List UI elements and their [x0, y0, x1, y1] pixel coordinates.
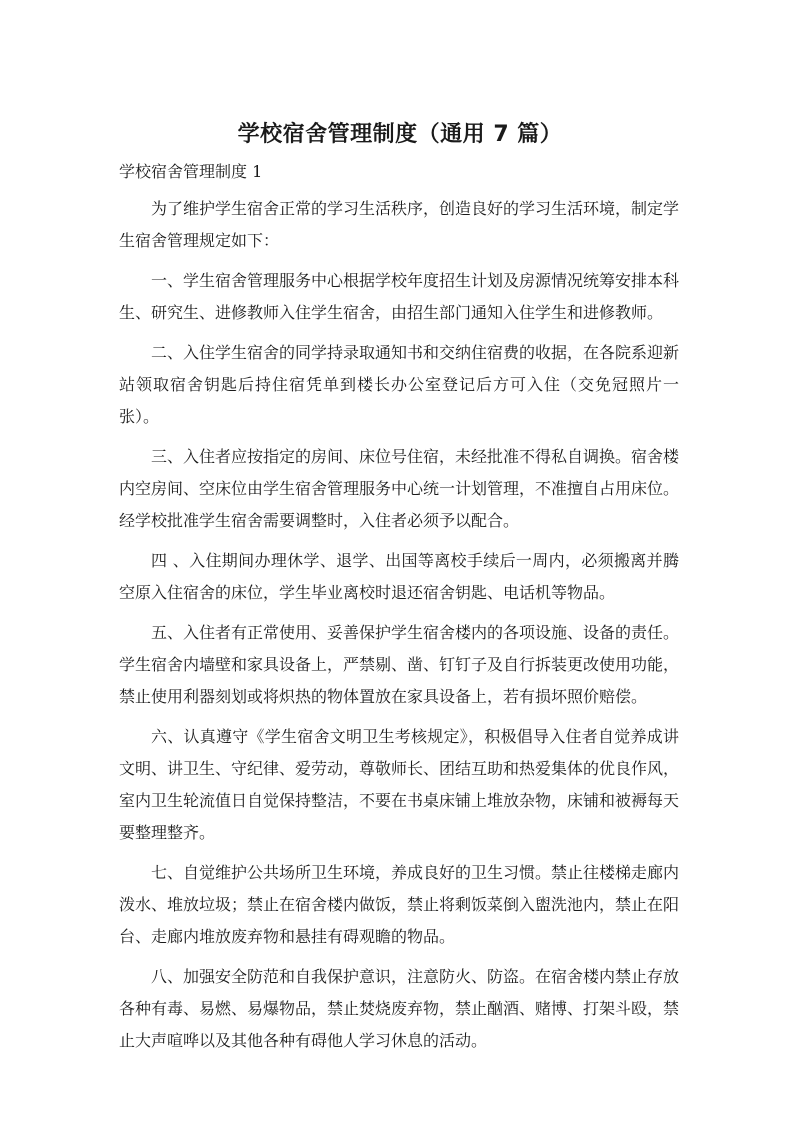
paragraph-rule-6: 六、认真遵守《学生宿舍文明卫生考核规定》，积极倡导入住者自觉养成讲文明、讲卫生、守纪律、爱劳动，尊敬师长、团结互助和热爱集体的优良作风，室内卫生轮流值日自觉保持整洁，不要在书桌床铺上堆放杂物，床铺和被褥每天要整理整齐。 [119, 727, 680, 842]
document-body [119, 193, 679, 1065]
paragraph-intro: 为了维护学生宿舍正常的学习生活秩序，创造良好的学习生活环境，制定学生宿舍管理规定如下： [119, 199, 680, 250]
document-title: 学校宿舍管理制度（通用 7 篇） [237, 122, 563, 147]
paragraph-rule-1: 一、学生宿舍管理服务中心根据学校年度招生计划及房源情况统筹安排本科生、研究生、进修教师入住学生宿舍，由招生部门通知入住学生和进修教师。 [119, 271, 680, 322]
paragraph-rule-2: 二、入住学生宿舍的同学持录取通知书和交纳住宿费的收据，在各院系迎新站领取宿舍钥匙后持住宿凭单到楼长办公室登记后方可入住（交免冠照片一张）。 [119, 343, 680, 426]
paragraph-rule-8: 八、加强安全防范和自我保护意识，注意防火、防盗。在宿舍楼内禁止存放各种有毒、易燃、易爆物品，禁止焚烧废弃物，禁止酗酒、赌博、打架斗殴，禁止大声喧哗以及其他各种有碍他人学习休息的活动。 [119, 967, 680, 1050]
section-heading: 学校宿舍管理制度 1 [119, 162, 263, 181]
paragraph-rule-4: 四 、入住期间办理休学、退学、出国等离校手续后一周内，必须搬离并腾空原入住宿舍的床位，学生毕业离校时退还宿舍钥匙、电话机等物品。 [119, 551, 679, 602]
paragraph-rule-7: 七、自觉维护公共场所卫生环境，养成良好的卫生习惯。禁止往楼梯走廊内泼水、堆放垃圾；禁止在宿舍楼内做饭，禁止将剩饭菜倒入盥洗池内，禁止在阳台、走廊内堆放废弃物和悬挂有碍观瞻的物品。 [119, 863, 680, 946]
paragraph-rule-3: 三、入住者应按指定的房间、床位号住宿，未经批准不得私自调换。宿舍楼内空房间、空床位由学生宿舍管理服务中心统一计划管理，不准擅自占用床位。经学校批准学生宿舍需要调整时，入住者必须予以配合。 [119, 447, 680, 530]
paragraph-rule-5: 五、入住者有正常使用、妥善保护学生宿舍楼内的各项设施、设备的责任。学生宿舍内墙壁和家具设备上，严禁剔、凿、钉钉子及自行拆装更改使用功能，禁止使用利器刻划或将炽热的物体置放在家具设备上，若有损坏照价赔偿。 [119, 623, 680, 706]
